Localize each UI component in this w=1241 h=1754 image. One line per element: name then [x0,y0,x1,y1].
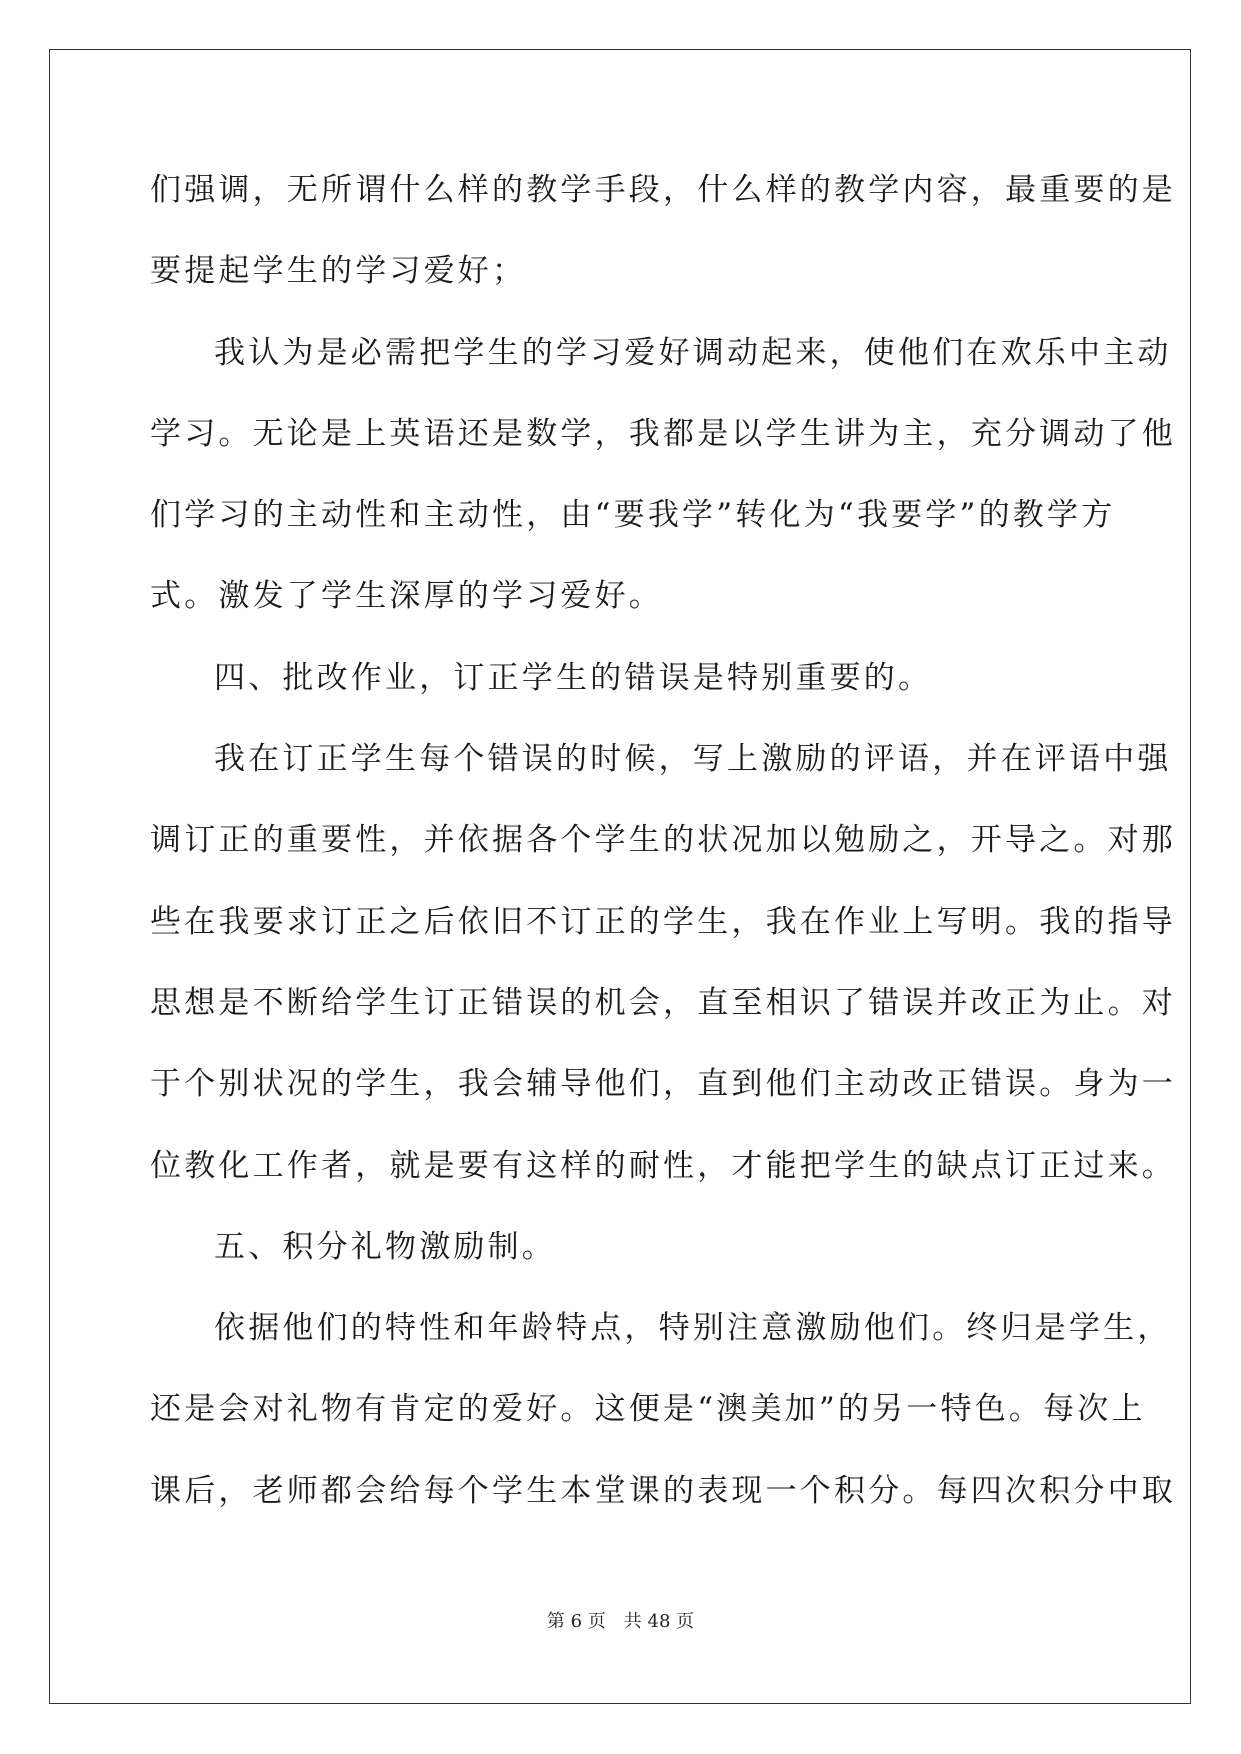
text-line: 思想是不断给学生订正错误的机会，直至相识了错误并改正为止。对 [150,984,1176,1021]
text-line: 们强调，无所谓什么样的教学手段，什么样的教学内容，最重要的是 [150,172,1176,208]
text-line: 调订正的重要性，并依据各个学生的状况加以勉励之，开导之。对那 [150,822,1176,859]
section-heading-four: 四、批改作业，订正学生的错误是特别重要的。 [214,659,933,696]
text-line: 还是会对礼物有肯定的爱好。这便是“澳美加”的另一特色。每次上 [150,1391,1146,1428]
text-line: 位教化工作者，就是要有这样的耐性，才能把学生的缺点订正过来。 [150,1147,1176,1184]
paragraph-start-line: 我认为是必需把学生的学习爱好调动起来，使他们在欢乐中主动 [214,334,1172,371]
text-line: 于个别状况的学生，我会辅导他们，直到他们主动改正错误。身为一 [150,1066,1176,1103]
paragraph-start-line: 依据他们的特性和年龄特点，特别注意激励他们。终归是学生， [214,1310,1172,1347]
section-heading-five: 五、积分礼物激励制。 [214,1228,556,1265]
text-line: 课后，老师都会给每个学生本堂课的表现一个积分。每四次积分中取 [150,1472,1176,1509]
text-line: 们学习的主动性和主动性，由“要我学”转化为“我要学”的教学方 [150,497,1116,534]
text-line: 要提起学生的学习爱好； [150,253,527,290]
text-line: 式。激发了学生深厚的学习爱好。 [150,578,663,615]
text-line: 学习。无论是上英语还是数学，我都是以学生讲为主，充分调动了他 [150,415,1176,452]
page-number-footer: 第 6 页 共 48 页 [546,1611,695,1632]
document-body [150,150,1176,1532]
text-line: 些在我要求订正之后依旧不订正的学生，我在作业上写明。我的指导 [150,903,1176,940]
paragraph-start-line: 我在订正学生每个错误的时候，写上激励的评语，并在评语中强 [214,741,1172,778]
